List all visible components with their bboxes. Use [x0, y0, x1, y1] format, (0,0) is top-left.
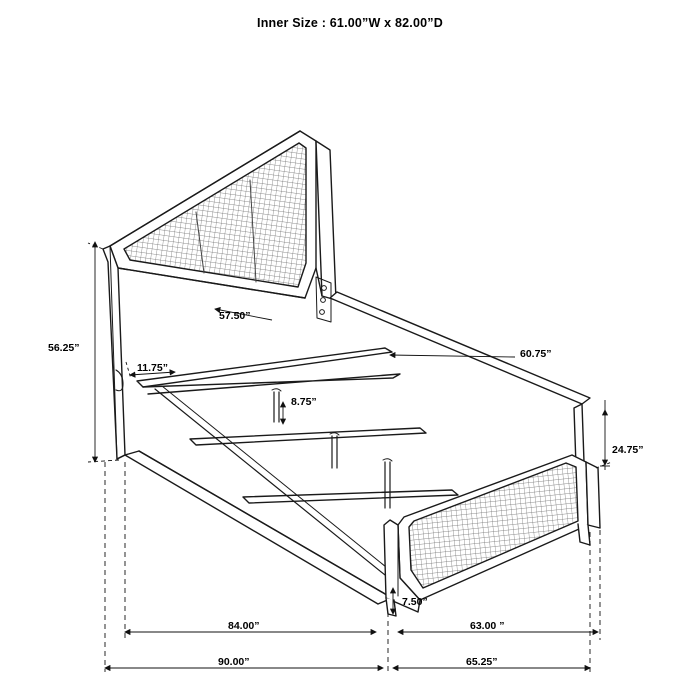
dimension-label-overall-width: 65.25” — [466, 656, 498, 668]
dimension-label-overall-height: 56.25” — [48, 342, 80, 354]
dimension-label-footboard-height: 24.75” — [612, 444, 644, 456]
bed-illustration — [103, 131, 600, 616]
center-support-legs — [272, 389, 392, 508]
dimension-label-footboard-clearance: 7.50” — [402, 596, 428, 608]
dimension-label-bottom-right-span: 63.00 ” — [470, 620, 505, 632]
dimension-label-slat-support-height: 8.75” — [291, 396, 317, 408]
footboard — [384, 455, 600, 616]
dimension-label-side-rail-length: 60.75” — [520, 348, 552, 360]
bed-frame-rails — [125, 292, 590, 604]
headboard — [103, 131, 336, 459]
page-title: Inner Size : 61.00”W x 82.00”D — [257, 16, 443, 30]
dimension-label-overall-depth: 90.00” — [218, 656, 250, 668]
dimension-label-headboard-panel-width: 57.50” — [219, 310, 251, 322]
dimension-label-bottom-left-span: 84.00” — [228, 620, 260, 632]
dimension-label-headboard-clearance: 11.75” — [137, 362, 168, 374]
